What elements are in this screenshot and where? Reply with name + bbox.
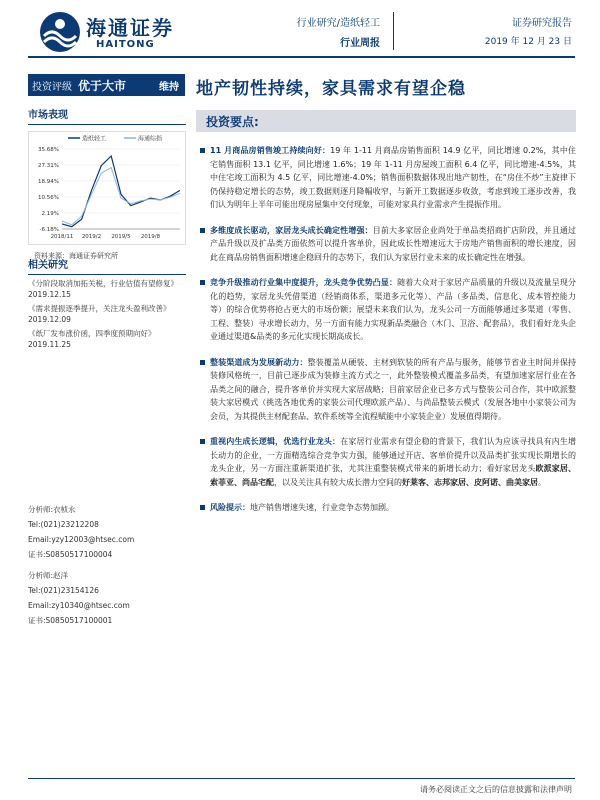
x-tick-label: 2019/2 bbox=[81, 234, 102, 240]
analyst-tel: Tel:(021)23212208 bbox=[28, 520, 99, 529]
analyst-tel: Tel:(021)23154126 bbox=[28, 586, 99, 595]
key-point-body: 地产销售增速失速，行业竞争态势加剧。 bbox=[250, 503, 394, 512]
y-tick-label: -6.18% bbox=[39, 227, 59, 233]
brand-logo bbox=[38, 10, 198, 56]
key-point-bold: 好莱客、志邦家居、皮阿诺、曲美家居 bbox=[402, 477, 538, 487]
y-tick-label: 18.94% bbox=[38, 179, 59, 185]
series-line-a bbox=[62, 156, 180, 227]
page-title: 地产韧性持续，家具需求有望企稳 bbox=[196, 79, 466, 99]
x-tick-label: 2019/5 bbox=[111, 234, 131, 240]
haitong-logo-icon bbox=[38, 10, 82, 54]
y-tick-label: 2.19% bbox=[41, 211, 59, 217]
series-line-b bbox=[62, 168, 180, 225]
key-points-title: 投资要点: bbox=[196, 110, 576, 132]
rating-label: 投资评级 bbox=[32, 81, 72, 93]
key-point-body: 整装覆盖从硬装、主材到软装的所有产品与服务，能够节省业主时间并保持装修风格统一，目前已逐步成为装修主流方式之一，此外整装模式覆盖多品类，有望加速家居行业在各品类之间的融合，提升客单价并实现大家居战略；目前家居企业已多方式与整装公司合作，其中欧派整装大家居模式（挑选各地优秀的家装公司代理欧派产品）、与尚品整装云模式（发展各地中小家装公司为会员，为其提供主材配套品、软件系统等全流程赋能中小家装企业）发展值得期待。 bbox=[210, 357, 577, 421]
key-point-body: 随着大众对于家居产品质量的升级以及流量呈现分化的趋势，家居龙头凭借渠道（经销商体系，渠道多元化等）、产品（多品类、信息化、成本管控能力等）的综合优势将抢占更大的市场份额；展望未来我们认为，龙头公司一方面能够通过多渠道（零售、工程、整装）寻求增长动力，另一方面有能力实现新品类融合（木门、卫浴、配套品），我们看好龙头企业通过渠道&品类的多元化实现长期高成长。 bbox=[210, 278, 577, 341]
y-tick-label: 27.31% bbox=[38, 163, 59, 169]
chart-legend bbox=[68, 135, 162, 143]
brand-name-en: HAITONG bbox=[96, 39, 155, 50]
key-point-item bbox=[196, 501, 576, 515]
legend-label-a: 造纸轻工 bbox=[82, 135, 107, 143]
y-tick-label: 10.56% bbox=[38, 195, 59, 201]
key-point-head: 11 月商品房销售竣工持续向好： bbox=[210, 146, 331, 155]
rating-bar bbox=[28, 74, 185, 96]
market-section bbox=[28, 106, 186, 261]
x-tick-label: 2019/8 bbox=[140, 234, 161, 240]
analyst-email[interactable]: Email:yzy12003@htsec.com bbox=[28, 535, 135, 544]
key-point-head: 风险提示： bbox=[210, 503, 250, 512]
market-section-rule bbox=[28, 124, 186, 125]
rating-value: 优于大市 bbox=[78, 78, 127, 93]
key-point-head: 多维度成长驱动，家居龙头成长确定性增强： bbox=[210, 225, 373, 235]
related-item-title: 《需求提振逐季提升，关注龙头盈利改善》 bbox=[28, 304, 171, 313]
key-point-item bbox=[196, 224, 576, 265]
x-tick-label: 2018/11 bbox=[50, 234, 74, 240]
market-section-title: 市场表现 bbox=[28, 110, 68, 121]
key-point-bold: 欧派家居、索菲亚、尚品宅配 bbox=[210, 464, 576, 487]
market-chart-svg bbox=[28, 131, 186, 245]
key-point-body: 在家居行业需求有望企稳的背景下，我们认为应该寻找具有内生增长动力的企业，一方面精选综合竞争实力强，能够通过开店、客单价提升以及品类扩张实现长期增长的龙头企业，另一方面注重新渠道扩张，尤其注重整装模式带来的新增长动力；看好家居龙头 bbox=[210, 437, 577, 473]
analyst-email[interactable]: Email:zy10340@htsec.com bbox=[28, 601, 130, 610]
brand-name-cn: 海通证券 bbox=[86, 16, 174, 40]
related-item-title: 《纸厂发布涨价函，四季度预期向好》 bbox=[28, 329, 156, 338]
report-label: 证券研究报告 bbox=[512, 18, 572, 29]
report-type: 行业周报 bbox=[340, 38, 380, 49]
key-points-section bbox=[196, 110, 576, 515]
related-section-rule bbox=[28, 274, 186, 275]
key-point-item bbox=[196, 276, 576, 344]
report-date: 2019 年 12 月 23 日 bbox=[484, 37, 572, 47]
chart-source: 资料来源：海通证券研究所 bbox=[34, 252, 118, 260]
analyst-name: 分析师:赵洋 bbox=[28, 571, 69, 580]
related-item[interactable] bbox=[28, 278, 186, 300]
key-point-head: 重视内生成长逻辑，优选行业龙头： bbox=[210, 437, 341, 446]
legend-label-b: 海通综指 bbox=[138, 135, 163, 143]
related-section-title: 相关研究 bbox=[28, 260, 68, 271]
report-meta-block bbox=[485, 14, 572, 47]
related-item[interactable] bbox=[28, 303, 186, 325]
key-point-head: 竞争升级推动行业集中度提升，龙头竞争优势凸显： bbox=[210, 278, 398, 287]
footer-disclaimer[interactable]: 请务必阅读正文之后的信息披露和法律声明 bbox=[420, 785, 572, 794]
related-item[interactable] bbox=[28, 328, 186, 350]
related-item-date: 2019.12.15 bbox=[28, 290, 71, 299]
market-chart bbox=[28, 131, 186, 245]
analyst-section bbox=[28, 502, 186, 628]
related-item-title: 《分阶段取消加拓关税，行业估值有望修复》 bbox=[28, 279, 178, 288]
key-point-body: 。 bbox=[538, 477, 546, 487]
key-point-body: 19 年 1-11 月商品房销售面积 14.9 亿平，同比增速 0.2%，其中住宅销售面积 13.1 亿平，同比增速 1.6%；19 年 1-11 月房屋竣工面积 6.4 亿平，同比增速-4.5%，其中住宅竣工面积为 4.5 亿平，同比增速-4.0%；销售面积数据体现出地产韧性，在“房住不炒”主旋律下仍保持稳定增长的态势，竣工数据则逐月降幅收窄，与新开工数据逐步收敛，考虑到竣工逐步改善，我们认为明年上半年可能出现房屋集中交付现象，可能对家具行业需求产生提振作用。 bbox=[210, 146, 576, 209]
key-point-head: 整装渠道成为发展新动力： bbox=[210, 357, 308, 367]
y-tick-label: 35.68% bbox=[38, 147, 59, 153]
footer-rule bbox=[28, 778, 575, 779]
analyst-cert: 证书:S0850517100004 bbox=[28, 550, 113, 559]
key-point-body: 目前大多家居企业尚处于单品类招商扩店阶段，并且通过产品升级以及扩品类方面依然可以提升客单价，因此成长性增速远大于房地产销售面积的增长速度，因此在商品房销售面积增速企稳回升的态势下，我们认为家居行业未来的成长确定性在增强。 bbox=[210, 225, 577, 262]
related-item-date: 2019.12.09 bbox=[28, 315, 71, 324]
key-point-item bbox=[196, 144, 576, 212]
key-point-item bbox=[196, 435, 576, 489]
analyst-cert: 证书:S0850517100001 bbox=[28, 616, 113, 625]
header-rule bbox=[28, 56, 575, 58]
header-divider bbox=[393, 12, 394, 50]
report-category-block bbox=[260, 14, 380, 49]
related-section bbox=[28, 256, 186, 350]
rating-action: 维持 bbox=[159, 81, 179, 93]
related-item-date: 2019.11.25 bbox=[28, 340, 71, 349]
report-category: 行业研究/造纸轻工 bbox=[296, 18, 380, 29]
key-point-item bbox=[196, 356, 576, 424]
analyst-name: 分析师:衣桢永 bbox=[28, 505, 76, 514]
key-point-body: ，以及关注具有较大成长潜力空间的 bbox=[274, 477, 402, 487]
